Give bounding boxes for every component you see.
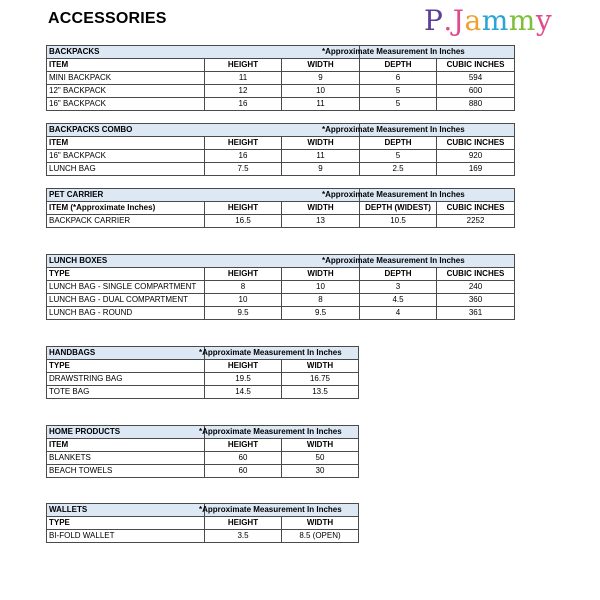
column-header: CUBIC INCHES (437, 202, 515, 215)
cell: 16.75 (282, 373, 359, 386)
cell: LUNCH BAG - SINGLE COMPARTMENT (47, 281, 205, 294)
cell: 12" BACKPACK (47, 85, 205, 98)
cell: 10 (282, 85, 360, 98)
table-header-row (47, 202, 515, 215)
cell: BLANKETS (47, 452, 205, 465)
table-title-row (47, 46, 515, 59)
cell: LUNCH BAG - ROUND (47, 307, 205, 320)
column-header: HEIGHT (205, 439, 282, 452)
table-row (47, 307, 515, 320)
table-row (47, 150, 515, 163)
column-header: CUBIC INCHES (437, 137, 515, 150)
section-title: WALLETS (47, 504, 205, 517)
cell: 3 (360, 281, 437, 294)
cell: 8 (205, 281, 282, 294)
cell: 13 (282, 215, 360, 228)
table-header-row (47, 439, 359, 452)
measurement-note: *Approximate Measurement In Inches (360, 124, 515, 137)
measurement-note: *Approximate Measurement In Inches (205, 426, 359, 439)
cell: LUNCH BAG (47, 163, 205, 176)
table-row (47, 294, 515, 307)
section-title: LUNCH BOXES (47, 255, 360, 268)
measurement-note: *Approximate Measurement In Inches (360, 189, 515, 202)
cell: 16 (205, 98, 282, 111)
cell: 16" BACKPACK (47, 98, 205, 111)
table-header-row (47, 59, 515, 72)
table-row (47, 85, 515, 98)
table-row (47, 373, 359, 386)
table-row (47, 386, 359, 399)
table-title-row (47, 426, 359, 439)
logo-letter: m (481, 4, 509, 37)
column-header: ITEM (47, 439, 205, 452)
cell: 16" BACKPACK (47, 150, 205, 163)
section-title: PET CARRIER (47, 189, 360, 202)
logo-letter: . (443, 4, 453, 37)
column-header: DEPTH (360, 137, 437, 150)
home-products-table (46, 425, 359, 478)
table-row (47, 281, 515, 294)
cell: 6 (360, 72, 437, 85)
logo-letter: y (535, 4, 553, 37)
section-title: HOME PRODUCTS (47, 426, 205, 439)
column-header: HEIGHT (205, 268, 282, 281)
table-row (47, 465, 359, 478)
cell: 2252 (437, 215, 515, 228)
table-title-row (47, 504, 359, 517)
cell: 13.5 (282, 386, 359, 399)
table-header-row (47, 517, 359, 530)
cell: 3.5 (205, 530, 282, 543)
cell: 360 (437, 294, 515, 307)
cell: 5 (360, 98, 437, 111)
column-header: DEPTH (360, 268, 437, 281)
cell: 60 (205, 465, 282, 478)
column-header: WIDTH (282, 517, 359, 530)
cell: BI-FOLD WALLET (47, 530, 205, 543)
cell: 4.5 (360, 294, 437, 307)
cell: 16 (205, 150, 282, 163)
column-header: WIDTH (282, 137, 360, 150)
cell: BACKPACK CARRIER (47, 215, 205, 228)
cell: 14.5 (205, 386, 282, 399)
cell: 240 (437, 281, 515, 294)
cell: 169 (437, 163, 515, 176)
table-title-row (47, 255, 515, 268)
cell: 16.5 (205, 215, 282, 228)
cell: 9 (282, 72, 360, 85)
logo-letter: J (452, 4, 465, 37)
column-header: DEPTH (WIDEST) (360, 202, 437, 215)
column-header: ITEM (47, 59, 205, 72)
column-header: HEIGHT (205, 517, 282, 530)
cell: 8 (282, 294, 360, 307)
table-title-row (47, 347, 359, 360)
column-header: TYPE (47, 360, 205, 373)
page-title: ACCESSORIES (48, 10, 167, 27)
column-header: WIDTH (282, 59, 360, 72)
column-header: HEIGHT (205, 202, 282, 215)
cell: BEACH TOWELS (47, 465, 205, 478)
cell: TOTE BAG (47, 386, 205, 399)
cell: 880 (437, 98, 515, 111)
column-header: ITEM (*Approximate Inches) (47, 202, 205, 215)
wallets-table (46, 503, 359, 543)
logo-letter: P (424, 4, 444, 37)
handbags-table (46, 346, 359, 399)
cell: 30 (282, 465, 359, 478)
table-row (47, 98, 515, 111)
pjammy-logo (424, 4, 552, 37)
logo-letter: a (464, 4, 482, 37)
column-header: WIDTH (282, 360, 359, 373)
cell: 600 (437, 85, 515, 98)
cell: 11 (282, 150, 360, 163)
cell: 361 (437, 307, 515, 320)
cell: LUNCH BAG - DUAL COMPARTMENT (47, 294, 205, 307)
measurement-note: *Approximate Measurement In Inches (205, 504, 359, 517)
cell: 11 (205, 72, 282, 85)
column-header: CUBIC INCHES (437, 59, 515, 72)
backpacks-combo-table (46, 123, 515, 176)
section-title: BACKPACKS COMBO (47, 124, 360, 137)
cell: 8.5 (OPEN) (282, 530, 359, 543)
cell: 9.5 (282, 307, 360, 320)
table-title-row (47, 189, 515, 202)
cell: 594 (437, 72, 515, 85)
table-header-row (47, 137, 515, 150)
column-header: HEIGHT (205, 360, 282, 373)
measurement-note: *Approximate Measurement In Inches (205, 347, 359, 360)
cell: DRAWSTRING BAG (47, 373, 205, 386)
table-header-row (47, 360, 359, 373)
cell: 12 (205, 85, 282, 98)
table-row (47, 215, 515, 228)
cell: 19.5 (205, 373, 282, 386)
cell: 60 (205, 452, 282, 465)
cell: 2.5 (360, 163, 437, 176)
table-row (47, 452, 359, 465)
pet-carrier-table (46, 188, 515, 228)
cell: 9.5 (205, 307, 282, 320)
section-title: BACKPACKS (47, 46, 360, 59)
cell: 50 (282, 452, 359, 465)
column-header: HEIGHT (205, 59, 282, 72)
cell: 10 (205, 294, 282, 307)
lunch-boxes-table (46, 254, 515, 320)
table-row (47, 530, 359, 543)
cell: 11 (282, 98, 360, 111)
column-header: WIDTH (282, 268, 360, 281)
measurement-note: *Approximate Measurement In Inches (360, 255, 515, 268)
cell: 10 (282, 281, 360, 294)
cell: 9 (282, 163, 360, 176)
column-header: TYPE (47, 268, 205, 281)
cell: 920 (437, 150, 515, 163)
column-header: WIDTH (282, 439, 359, 452)
table-title-row (47, 124, 515, 137)
logo-letter: m (508, 4, 536, 37)
column-header: CUBIC INCHES (437, 268, 515, 281)
table-row (47, 72, 515, 85)
measurement-note: *Approximate Measurement In Inches (360, 46, 515, 59)
cell: 5 (360, 85, 437, 98)
column-header: WIDTH (282, 202, 360, 215)
table-header-row (47, 268, 515, 281)
cell: 5 (360, 150, 437, 163)
cell: MINI BACKPACK (47, 72, 205, 85)
column-header: ITEM (47, 137, 205, 150)
column-header: TYPE (47, 517, 205, 530)
backpacks-table (46, 45, 515, 111)
column-header: HEIGHT (205, 137, 282, 150)
cell: 4 (360, 307, 437, 320)
cell: 10.5 (360, 215, 437, 228)
cell: 7.5 (205, 163, 282, 176)
column-header: DEPTH (360, 59, 437, 72)
table-row (47, 163, 515, 176)
section-title: HANDBAGS (47, 347, 205, 360)
